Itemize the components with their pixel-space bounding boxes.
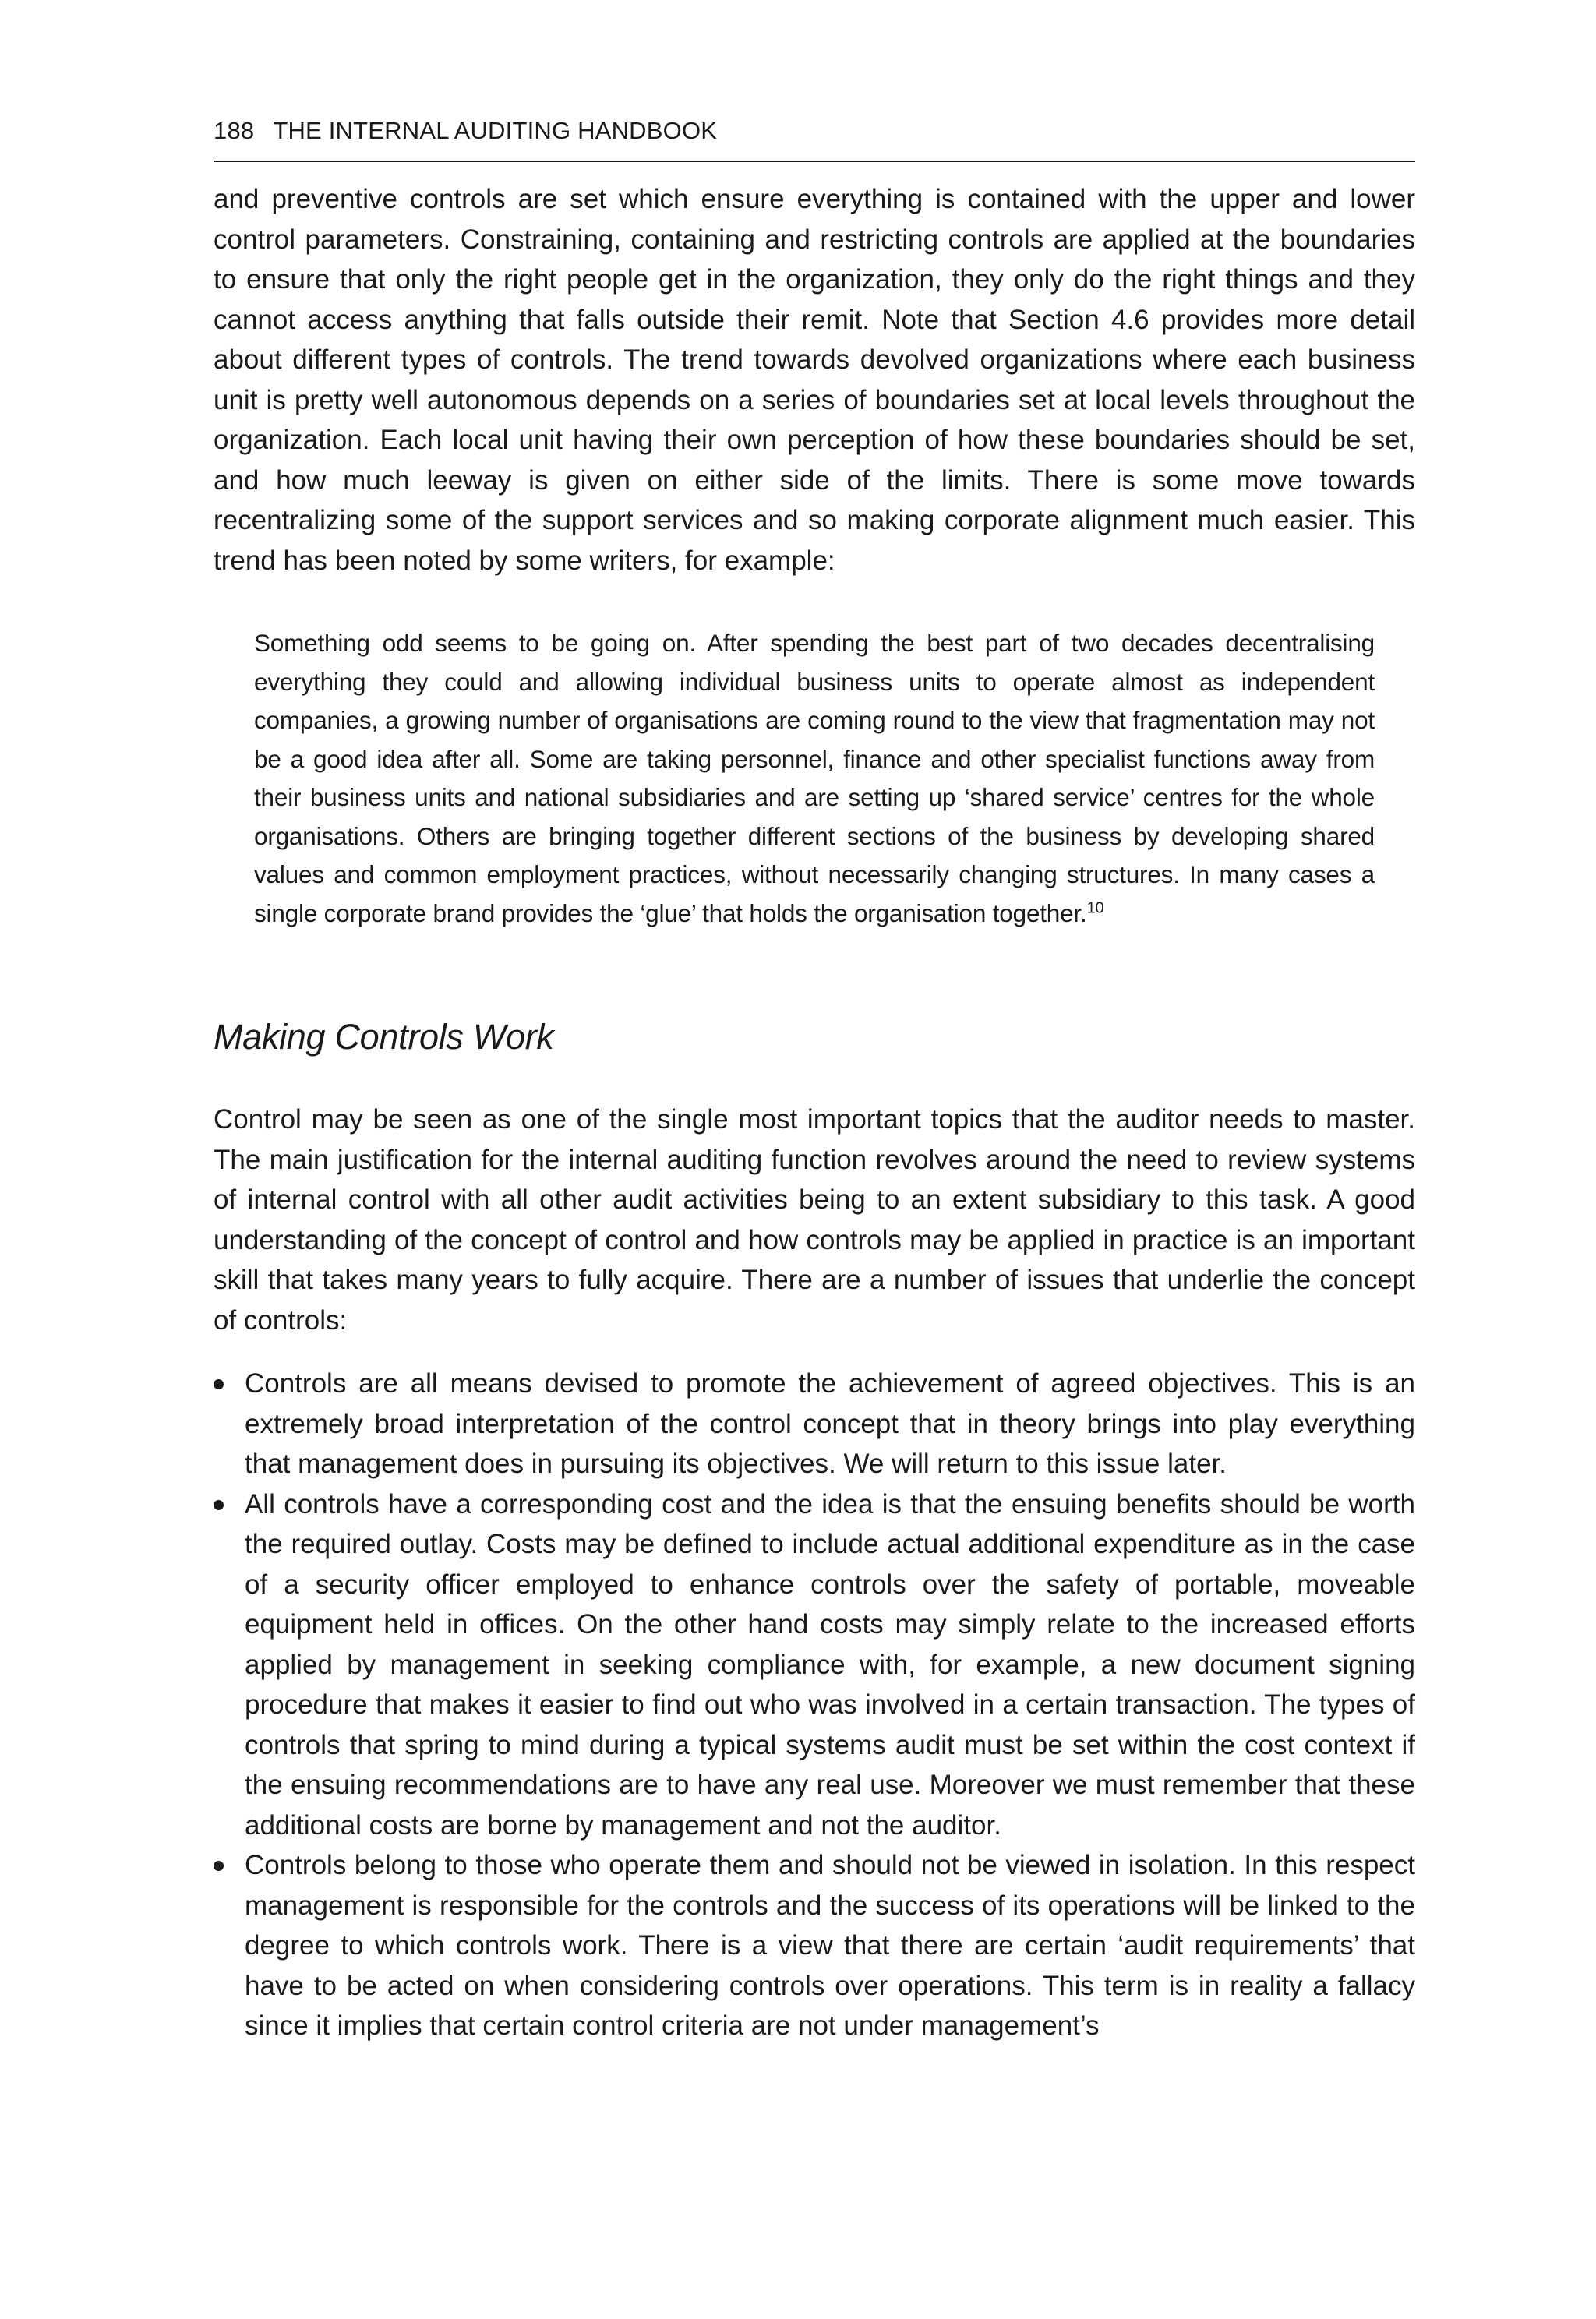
- intro-paragraph: and preventive controls are set which ensure everything is contained with the upper and lower control parameters. Constraining, containing and restricting controls are applied at the boundaries to ensure that only the right people get in the organization, they only do the right things and they cannot access anything that falls outside their remit. Note that Section 4.6 provides more detail about different types of controls. The trend towards devolved organizations where each business unit is pretty well autonomous depends on a series of boundaries set at local levels throughout the organization. Each local unit having their own perception of how these boundaries should be set, and how much leeway is given on either side of the limits. There is some move towards recentralizing some of the support services and so making corporate alignment much easier. This trend has been noted by some writers, for example:: [214, 184, 1415, 576]
- quote-text: Something odd seems to be going on. After spending the best part of two decades decentralising everything they could and allowing individual business units to operate almost as independent companies, a growing number of organisations are coming round to the view that fragmentation may not be a good idea after all. Some are taking personnel, finance and other specialist functions away from their business units and national subsidiaries and are setting up ‘shared service’ centres for the whole organisations. Others are bringing together different sections of the business by developing shared values and common employment practices, without necessarily changing structures. In many cases a single corporate brand provides the ‘glue’ that holds the organisation together.: [254, 629, 1375, 927]
- bullet-item: [214, 1845, 1415, 2046]
- bullet-text: Controls are all means devised to promote the achievement of agreed objectives. This is an extremely broad interpretation of the control concept that in theory brings into play everything that management does in pursuing its objectives. We will return to this issue later.: [245, 1368, 1415, 1479]
- book-title: THE INTERNAL AUDITING HANDBOOK: [273, 117, 718, 144]
- bullet-text: All controls have a corresponding cost and the idea is that the ensuing benefits should be worth the required outlay. Costs may be defined to include actual additional expenditure as in the case of a security officer employed to enhance controls over the safety of portable, moveable equipment held in offices. On the other hand costs may simply relate to the increased efforts applied by management in seeking compliance with, for example, a new document signing procedure that makes it easier to find out who was involved in a certain transaction. The types of controls that spring to mind during a typical systems audit must be set within the cost context if the ensuing recommendations are to have any real use. Moreover we must remember that these additional costs are borne by management and not the auditor.: [245, 1488, 1415, 1841]
- section-heading: Making Controls Work: [214, 1017, 554, 1057]
- footnote-reference: 10: [1086, 899, 1104, 916]
- bullet-list: [214, 1364, 1415, 2046]
- section-paragraph: Control may be seen as one of the single most important topics that the auditor needs to master. The main justification for the internal auditing function revolves around the need to review systems of internal control with all other audit activities being to an extent subsidiary to this task. A good understanding of the concept of control and how controls may be applied in practice is an important skill that takes many years to fully acquire. There are a number of issues that underlie the concept of controls:: [214, 1104, 1415, 1336]
- bullet-text: Controls belong to those who operate them and should not be viewed in isolation. In this respect management is responsible for the controls and the success of its operations will be linked to the degree to which controls work. There is a view that there are certain ‘audit requirements’ that have to be acted on when considering controls over operations. This term is in reality a fallacy since it implies that certain control criteria are not under management’s: [245, 1850, 1415, 2041]
- bullet-icon: [214, 1379, 224, 1389]
- running-head: [214, 117, 1415, 162]
- page-number: 188: [214, 117, 255, 144]
- book-page: [214, 117, 1415, 2046]
- bullet-icon: [214, 1500, 224, 1510]
- block-quote: [254, 624, 1375, 933]
- bullet-item: [214, 1484, 1415, 1846]
- bullet-icon: [214, 1861, 224, 1871]
- bullet-item: [214, 1364, 1415, 1484]
